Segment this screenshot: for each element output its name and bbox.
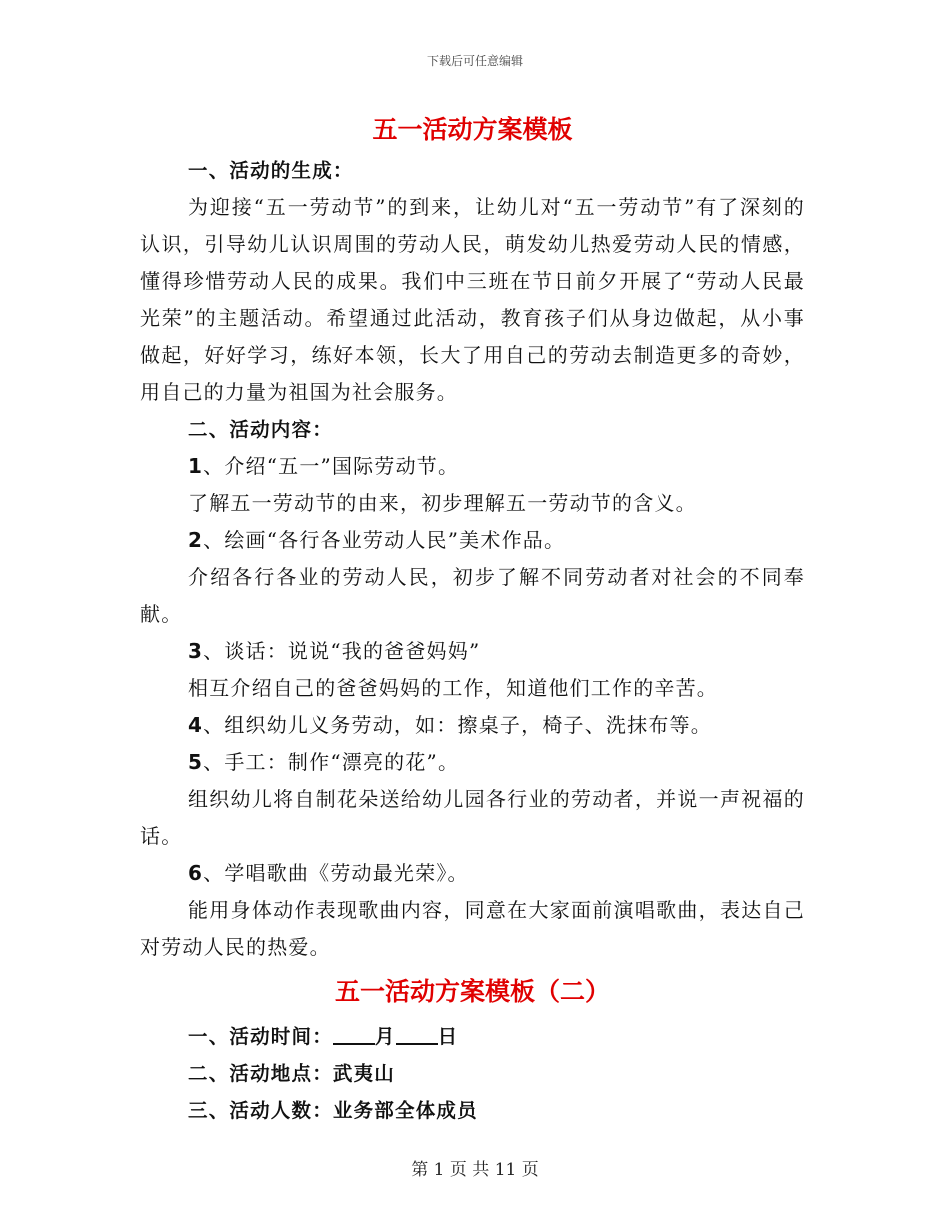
paragraph-generation: 为迎接“五一劳动节”的到来，让幼儿对“五一劳动节”有了深刻的认识，引导幼儿认识周围的劳动人民，萌发幼儿热爱劳动人民的情感，懂得珍惜劳动人民的成果。我们中三班在节日前夕开展了“劳动人民最光荣”的主题活动。希望通过此活动，教育孩子们从身边做起，从小事做起，好好学习，练好本领，长大了用自己的劳动去制造更多的奇妙，用自己的力量为祖国为社会服务。 xyxy=(140,195,805,404)
day-label: 日 xyxy=(437,1025,459,1048)
item-description: 相互介绍自己的爸爸妈妈的工作，知道他们工作的辛苦。 xyxy=(188,676,718,700)
item-number: 5 xyxy=(188,750,204,774)
item-number: 4 xyxy=(188,713,204,737)
list-item-3 xyxy=(140,633,805,670)
item-number: 6 xyxy=(188,861,204,885)
activity-place-line: 二、活动地点：武夷山 xyxy=(188,1062,396,1085)
month-label: 月 xyxy=(374,1025,396,1048)
item-text: 、手工：制作“漂亮的花”。 xyxy=(203,750,460,774)
section-heading-generation: 一、活动的生成： xyxy=(188,159,354,182)
item-description: 介绍各行各业的劳动人民，初步了解不同劳动者对社会的不同奉献。 xyxy=(140,565,805,626)
section-heading-content: 二、活动内容： xyxy=(188,418,333,441)
item-text: 、绘画“各行各业劳动人民”美术作品。 xyxy=(203,528,566,552)
list-item-4 xyxy=(140,707,805,744)
item-number: 2 xyxy=(188,528,204,552)
item-description: 能用身体动作表现歌曲内容，同意在大家面前演唱歌曲，表达自己对劳动人民的热爱。 xyxy=(140,898,805,959)
activity-time-line xyxy=(140,1018,805,1055)
activity-people-line: 三、活动人数：业务部全体成员 xyxy=(188,1099,478,1122)
item-text: 、谈话：说说“我的爸爸妈妈” xyxy=(203,639,481,663)
item-number: 3 xyxy=(188,639,204,663)
month-blank xyxy=(333,1023,375,1045)
list-item-5 xyxy=(140,744,805,781)
item-text: 、组织幼儿义务劳动，如：擦桌子，椅子、洗抹布等。 xyxy=(203,713,712,737)
item-description: 组织幼儿将自制花朵送给幼儿园各行业的劳动者，并说一声祝福的话。 xyxy=(140,787,805,848)
activity-time-label: 一、活动时间： xyxy=(188,1025,333,1048)
item-text: 、介绍“五一”国际劳动节。 xyxy=(203,454,460,478)
list-item-2 xyxy=(140,522,805,559)
list-item-6 xyxy=(140,855,805,892)
item-text: 、学唱歌曲《劳动最光荣》。 xyxy=(203,861,469,885)
document-title: 五一活动方案模板 xyxy=(372,115,573,144)
document-title-2: 五一活动方案模板（二） xyxy=(334,977,610,1006)
page-header-note: 下载后可任意编辑 xyxy=(426,54,523,68)
item-description: 了解五一劳动节的由来，初步理解五一劳动节的含义。 xyxy=(188,491,697,515)
day-blank xyxy=(396,1023,438,1045)
list-item-1 xyxy=(140,448,805,485)
document-body xyxy=(140,110,805,1129)
item-number: 1 xyxy=(188,454,204,478)
page-number-footer: 第 1 页 共 11 页 xyxy=(411,1160,539,1180)
